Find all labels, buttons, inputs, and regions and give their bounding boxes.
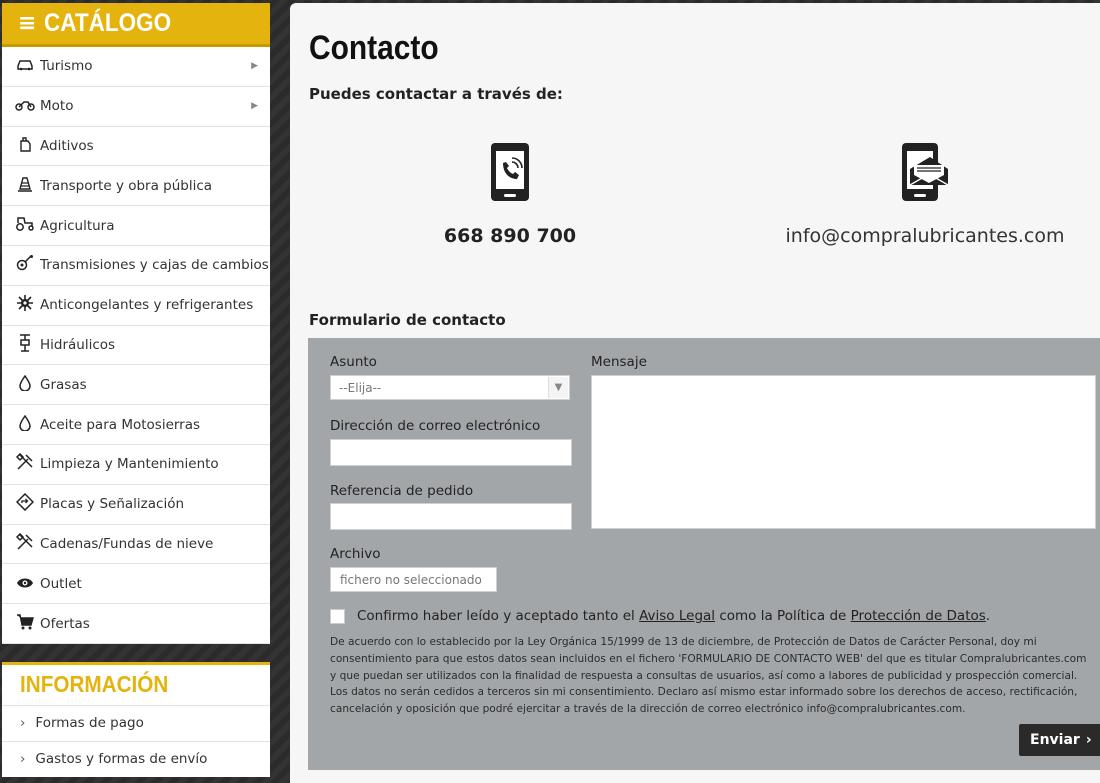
message-textarea[interactable]	[591, 375, 1096, 529]
sidebar-item-label: Grasas	[40, 376, 87, 393]
sidebar-item-anticongelantes[interactable]	[2, 286, 270, 326]
page-title: Contacto	[309, 29, 439, 67]
motorcycle-icon	[14, 97, 36, 115]
phone-icon	[380, 141, 640, 203]
sidebar-item-label: Cadenas/Fundas de nieve	[40, 535, 214, 552]
sidebar-item-outlet[interactable]	[2, 564, 270, 604]
menu-icon: ≡	[18, 11, 37, 36]
send-button-label: Enviar	[1030, 732, 1080, 748]
info-item-formas-pago[interactable]	[2, 705, 270, 741]
subject-select[interactable]	[330, 375, 570, 400]
sidebar-item-label: Anticongelantes y refrigerantes	[40, 297, 254, 314]
sidebar-item-label: Outlet	[40, 575, 82, 592]
sidebar-item-agricultura[interactable]	[2, 206, 270, 246]
sidebar-item-aceite-motosierras[interactable]	[2, 405, 270, 445]
sidebar-item-aditivos[interactable]	[2, 127, 270, 167]
sidebar-item-label: Hidráulicos	[40, 336, 116, 353]
contact-subtitle: Puedes contactar a través de:	[309, 85, 563, 103]
contact-form	[308, 338, 1100, 770]
tools-icon	[14, 533, 36, 555]
sidebar-item-label: Placas y Señalización	[40, 496, 185, 513]
chevron-down-icon: ▼	[548, 377, 568, 398]
tools-icon	[14, 453, 36, 475]
traffic-cone-icon	[14, 176, 36, 196]
category-list	[2, 47, 270, 644]
file-label: Archivo	[330, 546, 381, 562]
file-input[interactable]	[330, 567, 497, 592]
oil-can-icon	[14, 136, 36, 156]
car-icon	[14, 57, 36, 75]
consent-middle: como la Política de	[715, 608, 851, 624]
consent-suffix: .	[985, 608, 991, 624]
drop-icon	[14, 415, 36, 435]
information-title: INFORMACIÓN	[20, 671, 169, 698]
gear-shift-icon	[14, 255, 36, 275]
sidebar-item-label: Transmisiones y cajas de cambios	[40, 257, 269, 274]
sidebar-item-label: Aditivos	[40, 137, 94, 154]
info-item-label: Formas de pago	[35, 715, 144, 732]
catalog-header[interactable]	[2, 3, 270, 47]
message-label: Mensaje	[591, 354, 647, 370]
email-label: Dirección de correo electrónico	[330, 418, 541, 434]
cart-icon	[14, 614, 36, 634]
data-protection-link[interactable]: Protección de Datos	[850, 608, 986, 624]
hydraulic-icon	[14, 334, 36, 356]
info-item-gastos-envio[interactable]	[2, 741, 270, 777]
main-content	[290, 3, 1100, 783]
phone-contact	[380, 141, 640, 247]
tractor-icon	[14, 217, 36, 235]
sidebar-item-ofertas[interactable]	[2, 604, 270, 644]
sidebar-item-hidraulicos[interactable]	[2, 326, 270, 366]
road-sign-icon	[14, 493, 36, 515]
info-item-label: Gastos y formas de envío	[35, 751, 208, 768]
sidebar-item-label: Agricultura	[40, 217, 115, 234]
sidebar-item-label: Aceite para Motosierras	[40, 416, 201, 433]
chevron-right-icon: ›	[20, 715, 26, 732]
order-reference-label: Referencia de pedido	[330, 483, 474, 499]
email-address[interactable]: info@compralubricantes.com	[785, 225, 1065, 247]
legal-text: De acuerdo con lo establecido por la Ley Orgánica 15/1999 de 13 de diciembre, de Protección de Datos de Carácter Personal, doy mi consentimiento para que estos datos sean incluidos en el fichero 'FORMULARIO DE CONTACTO WEB' del que es titular Compralubricantes.com y que puedan ser utilizados con la finalidad de respuesta a consultas de usuarios, así como a labores de publicidad y prospección comercial. Los datos no serán cedidos a terceros sin mi consentimiento. Declaro así mismo estar informado sobre los derechos de acceso, rectificación, cancelación y oposición que podré ejercitar a través de la dirección de correo electrónico info@compralubricantes.com.	[330, 636, 1087, 716]
sidebar-item-label: Limpieza y Mantenimiento	[40, 456, 219, 473]
information-block	[2, 662, 270, 777]
file-input-value: fichero no seleccionado	[340, 572, 482, 587]
sidebar-item-transmisiones[interactable]	[2, 246, 270, 286]
snowflake-gear-icon	[14, 295, 36, 315]
consent-row	[330, 608, 990, 624]
consent-checkbox[interactable]	[330, 609, 345, 624]
email-contact	[785, 141, 1065, 247]
sidebar-item-placas[interactable]	[2, 485, 270, 525]
chevron-right-icon: ▶	[251, 101, 258, 112]
form-title: Formulario de contacto	[309, 311, 506, 329]
sidebar-item-label: Ofertas	[40, 615, 90, 632]
sidebar-item-label: Turismo	[40, 58, 93, 75]
sidebar-item-label: Moto	[40, 98, 74, 115]
sidebar-item-transporte[interactable]	[2, 166, 270, 206]
legal-notice-link[interactable]: Aviso Legal	[639, 608, 716, 624]
chevron-right-icon: ›	[1085, 732, 1092, 748]
consent-text	[357, 608, 990, 624]
email-field[interactable]	[330, 439, 572, 466]
sidebar-item-turismo[interactable]	[2, 47, 270, 87]
chevron-right-icon: ▶	[251, 61, 258, 72]
order-reference-field[interactable]	[330, 503, 572, 530]
subject-label: Asunto	[330, 354, 377, 370]
chevron-right-icon: ›	[20, 751, 26, 768]
subject-value: --Elija--	[339, 380, 382, 395]
phone-number[interactable]: 668 890 700	[443, 225, 577, 247]
send-button[interactable]	[1019, 724, 1100, 756]
eye-icon	[14, 575, 36, 593]
sidebar	[2, 3, 270, 777]
sidebar-item-cadenas[interactable]	[2, 525, 270, 565]
sidebar-item-limpieza[interactable]	[2, 445, 270, 485]
sidebar-item-moto[interactable]	[2, 87, 270, 127]
consent-prefix: Confirmo haber leído y aceptado tanto el	[357, 608, 640, 624]
sidebar-item-grasas[interactable]	[2, 365, 270, 405]
drop-icon	[14, 375, 36, 395]
mail-phone-icon	[785, 141, 1065, 203]
catalog-title: CATÁLOGO	[44, 9, 172, 37]
sidebar-item-label: Transporte y obra pública	[40, 177, 213, 194]
